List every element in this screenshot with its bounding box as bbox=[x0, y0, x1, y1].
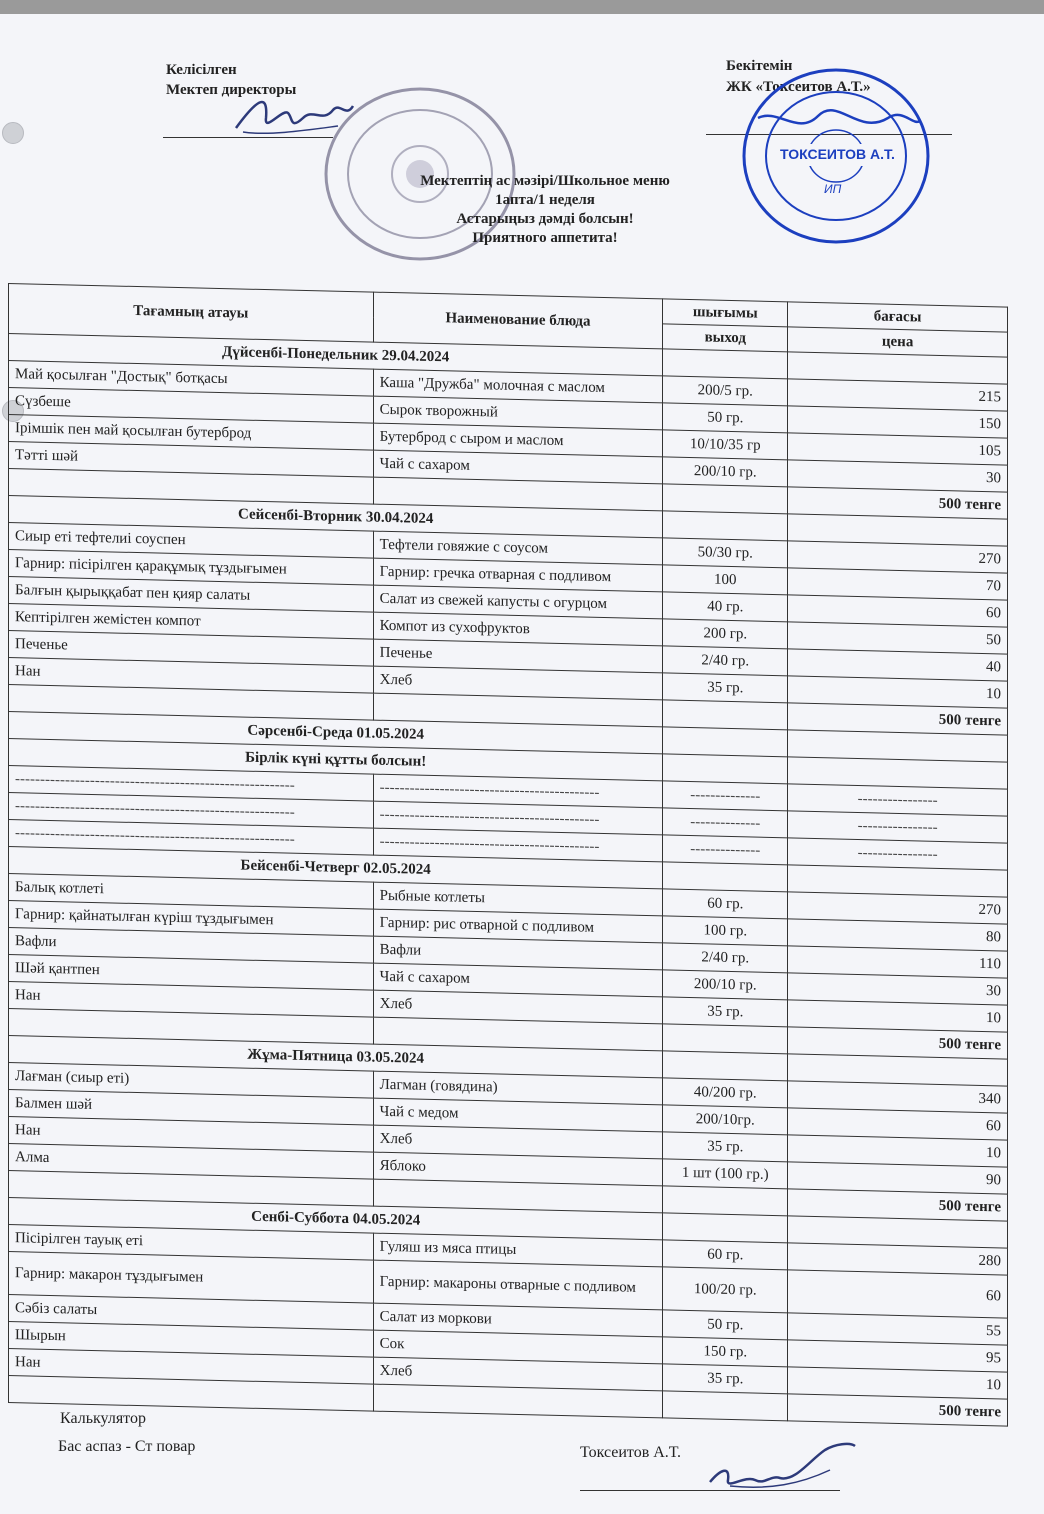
dish-name-kk: Пісірілген тауық еті bbox=[9, 1225, 374, 1261]
dish-name-kk: Гарнир: пісірілген қарақұмық тұздығымен bbox=[9, 550, 374, 586]
dish-output: 35 гр. bbox=[663, 1132, 788, 1162]
dish-output: 2/40 гр. bbox=[663, 646, 788, 676]
ip-name-label: ЖК «Токсеитов А.Т.» bbox=[726, 79, 871, 95]
dash-cell-output: -------------- bbox=[663, 781, 788, 811]
dish-name-ru: Салат из моркови bbox=[373, 1303, 663, 1337]
dish-name-kk: Нан bbox=[9, 982, 374, 1018]
col-header-price-ru: цена bbox=[788, 327, 1008, 357]
dish-name-ru: Хлеб bbox=[373, 1125, 663, 1159]
day-title: Сейсенбі-Вторник 30.04.2024 bbox=[9, 496, 663, 538]
footer-signature bbox=[700, 1440, 860, 1500]
dish-price: 105 bbox=[788, 433, 1008, 465]
dish-name-kk: Вафли bbox=[9, 928, 374, 964]
dish-name-kk: Балғын қырыққабат пен қияр салаты bbox=[9, 577, 374, 613]
dish-price: 280 bbox=[788, 1243, 1008, 1275]
holiday-greeting: Бірлік күні құтты болсын! bbox=[9, 739, 663, 781]
dish-output: 2/40 гр. bbox=[663, 943, 788, 973]
menu-title: Мектептің ас мәзірі/Школьное меню bbox=[420, 173, 670, 189]
dish-name-kk: Сүзбеше bbox=[9, 388, 374, 424]
stamp-ip-text: ИП bbox=[824, 182, 842, 196]
day-title: Сенбі-Суббота 04.05.2024 bbox=[9, 1198, 663, 1240]
week-label: 1апта/1 неделя bbox=[495, 192, 595, 208]
day-output-empty bbox=[663, 1051, 788, 1081]
total-empty-output bbox=[663, 1391, 788, 1421]
dish-output: 100 гр. bbox=[663, 916, 788, 946]
dish-output: 40/200 гр. bbox=[663, 1078, 788, 1108]
top-shadow bbox=[0, 0, 1044, 14]
dish-name-ru: Яблоко bbox=[373, 1152, 663, 1186]
punch-hole bbox=[2, 122, 24, 144]
dish-output: 200/10 гр. bbox=[663, 970, 788, 1000]
dish-price: 90 bbox=[788, 1162, 1008, 1194]
dish-price: 30 bbox=[788, 973, 1008, 1005]
stamp-name-text: ТОКСЕИТОВ А.Т. bbox=[780, 146, 895, 162]
dish-name-ru: Салат из свежей капусты с огурцом bbox=[373, 585, 663, 619]
day-total: 500 тенге bbox=[788, 703, 1008, 735]
dish-price: 40 bbox=[788, 649, 1008, 681]
day-output-empty bbox=[663, 1213, 788, 1243]
dish-name-kk: Нан bbox=[9, 1349, 374, 1385]
dish-name-kk: Балық котлеті bbox=[9, 874, 374, 910]
dish-name-kk: Лағман (сиыр еті) bbox=[9, 1063, 374, 1099]
day-total: 500 тенге bbox=[788, 487, 1008, 519]
footer-chef: Бас аспаз - Ст повар bbox=[58, 1438, 196, 1455]
approve-label: Бекітемін bbox=[726, 58, 793, 74]
dish-name-kk: Сиыр еті тефтелиі соуспен bbox=[9, 523, 374, 559]
dish-output: 60 гр. bbox=[663, 889, 788, 919]
dish-output: 100/20 гр. bbox=[663, 1267, 788, 1313]
dash-cell-kk: -------------------------------------------------------- bbox=[9, 793, 374, 829]
dish-output: 10/10/35 гр bbox=[663, 430, 788, 460]
agreed-label: Келісілген bbox=[166, 62, 237, 78]
dish-name-ru: Лагман (говядина) bbox=[373, 1071, 663, 1105]
dish-price: 10 bbox=[788, 1367, 1008, 1399]
director-label: Мектеп директоры bbox=[166, 82, 297, 98]
day-title: Бейсенбі-Четверг 02.05.2024 bbox=[9, 847, 663, 889]
dish-output: 200/5 гр. bbox=[663, 376, 788, 406]
dish-output: 100 bbox=[663, 565, 788, 595]
dish-name-kk: Печенье bbox=[9, 631, 374, 667]
dish-name-ru: Компот из сухофруктов bbox=[373, 612, 663, 646]
dish-output: 40 гр. bbox=[663, 592, 788, 622]
dish-price: 55 bbox=[788, 1313, 1008, 1345]
dash-cell-price: ---------------- bbox=[788, 838, 1008, 870]
dish-name-ru: Бутерброд с сыром и маслом bbox=[373, 423, 663, 457]
dish-price: 60 bbox=[788, 595, 1008, 627]
dish-name-ru: Чай с медом bbox=[373, 1098, 663, 1132]
dish-output: 50 гр. bbox=[663, 403, 788, 433]
dish-price: 270 bbox=[788, 892, 1008, 924]
dish-output: 1 шт (100 гр.) bbox=[663, 1159, 788, 1189]
dish-name-kk: Гарнир: макарон тұздығымен bbox=[9, 1252, 374, 1304]
dash-cell-output: -------------- bbox=[663, 808, 788, 838]
dish-name-ru: Гарнир: гречка отварная с подливом bbox=[373, 558, 663, 592]
dish-price: 215 bbox=[788, 379, 1008, 411]
dish-name-kk: Нан bbox=[9, 658, 374, 694]
col-header-output-kk: шығымы bbox=[663, 299, 788, 327]
dish-name-kk: Кептірілген жемістен компот bbox=[9, 604, 374, 640]
footer-signer: Токсеитов А.Т. bbox=[580, 1444, 681, 1461]
dish-price: 10 bbox=[788, 676, 1008, 708]
col-header-kk: Тағамның атауы bbox=[9, 284, 374, 343]
dish-price: 80 bbox=[788, 919, 1008, 951]
dish-name-kk: Алма bbox=[9, 1144, 374, 1180]
document-header bbox=[300, 172, 790, 248]
dish-name-kk: Шәй қантпен bbox=[9, 955, 374, 991]
dish-price: 110 bbox=[788, 946, 1008, 978]
dish-name-kk: Май қосылған "Достық" ботқасы bbox=[9, 361, 374, 397]
col-header-ru: Наименование блюда bbox=[373, 292, 663, 349]
dish-name-ru: Гарнир: рис отварной с подливом bbox=[373, 909, 663, 943]
dish-output: 200/10 гр. bbox=[663, 457, 788, 487]
dash-cell-ru: -------------------------------------------- bbox=[373, 801, 663, 835]
day-total: 500 тенге bbox=[788, 1189, 1008, 1221]
dish-price: 150 bbox=[788, 406, 1008, 438]
dish-output: 60 гр. bbox=[663, 1240, 788, 1270]
dish-output: 200 гр. bbox=[663, 619, 788, 649]
menu-body bbox=[9, 334, 1008, 1427]
dish-price: 270 bbox=[788, 541, 1008, 573]
dish-name-ru: Гарнир: макароны отварные с подливом bbox=[373, 1260, 663, 1310]
dish-name-ru: Каша "Дружба" молочная с маслом bbox=[373, 369, 663, 403]
dish-output: 50/30 гр. bbox=[663, 538, 788, 568]
dash-cell-kk: -------------------------------------------------------- bbox=[9, 766, 374, 802]
dish-output: 150 гр. bbox=[663, 1337, 788, 1367]
dish-name-ru: Хлеб bbox=[373, 990, 663, 1024]
dish-name-ru: Хлеб bbox=[373, 1357, 663, 1391]
dash-cell-output: -------------- bbox=[663, 835, 788, 865]
dish-name-ru: Печенье bbox=[373, 639, 663, 673]
dish-name-ru: Чай с сахаром bbox=[373, 450, 663, 484]
dish-output: 35 гр. bbox=[663, 997, 788, 1027]
greeting-kk: Астарыңыз дәмді болсын! bbox=[456, 211, 634, 227]
total-empty-ru bbox=[373, 1384, 663, 1418]
dish-name-ru: Вафли bbox=[373, 936, 663, 970]
dish-price: 70 bbox=[788, 568, 1008, 600]
col-header-output-ru: выход bbox=[663, 324, 788, 352]
day-total: 500 тенге bbox=[788, 1394, 1008, 1426]
dish-price: 30 bbox=[788, 460, 1008, 492]
dish-price: 60 bbox=[788, 1108, 1008, 1140]
total-empty-output bbox=[663, 484, 788, 514]
dish-name-ru: Чай с сахаром bbox=[373, 963, 663, 997]
holiday-output-empty bbox=[663, 754, 788, 784]
dish-name-ru: Хлеб bbox=[373, 666, 663, 700]
dish-output: 35 гр. bbox=[663, 673, 788, 703]
day-output-empty bbox=[663, 349, 788, 379]
dish-name-kk: Сәбіз салаты bbox=[9, 1295, 374, 1331]
footer-calculator: Калькулятор bbox=[60, 1410, 146, 1427]
day-output-empty bbox=[663, 727, 788, 757]
dash-cell-ru: -------------------------------------------- bbox=[373, 828, 663, 862]
dish-name-ru: Гуляш из мяса птицы bbox=[373, 1233, 663, 1267]
menu-table bbox=[8, 283, 1008, 1427]
menu-table-wrapper bbox=[8, 283, 1008, 1427]
dish-price: 340 bbox=[788, 1081, 1008, 1113]
day-output-empty bbox=[663, 511, 788, 541]
total-empty-output bbox=[663, 700, 788, 730]
dish-name-kk: Гарнир: қайнатылған күріш тұздығымен bbox=[9, 901, 374, 937]
total-empty-output bbox=[663, 1024, 788, 1054]
total-empty-output bbox=[663, 1186, 788, 1216]
dish-name-ru: Сырок творожный bbox=[373, 396, 663, 430]
dish-name-kk: Ірімшік пен май қосылған бутерброд bbox=[9, 415, 374, 451]
dish-price: 10 bbox=[788, 1135, 1008, 1167]
dash-cell-price: ---------------- bbox=[788, 811, 1008, 843]
day-output-empty bbox=[663, 862, 788, 892]
dish-name-kk: Шырын bbox=[9, 1322, 374, 1358]
dish-output: 35 гр. bbox=[663, 1364, 788, 1394]
day-total: 500 тенге bbox=[788, 1027, 1008, 1059]
dish-output: 50 гр. bbox=[663, 1310, 788, 1340]
day-title: Жұма-Пятница 03.05.2024 bbox=[9, 1036, 663, 1078]
day-title: Сәрсенбі-Среда 01.05.2024 bbox=[9, 712, 663, 754]
dish-name-ru: Тефтели говяжие с соусом bbox=[373, 531, 663, 565]
dish-name-ru: Сок bbox=[373, 1330, 663, 1364]
dish-name-kk: Балмен шәй bbox=[9, 1090, 374, 1126]
dish-name-ru: Рыбные котлеты bbox=[373, 882, 663, 916]
day-title: Дүйсенбі-Понедельник 29.04.2024 bbox=[9, 334, 663, 376]
dish-name-kk: Тәтті шәй bbox=[9, 442, 374, 478]
dash-cell-ru: -------------------------------------------- bbox=[373, 774, 663, 808]
dash-cell-kk: -------------------------------------------------------- bbox=[9, 820, 374, 856]
dish-price: 10 bbox=[788, 1000, 1008, 1032]
dish-price: 50 bbox=[788, 622, 1008, 654]
dish-price: 95 bbox=[788, 1340, 1008, 1372]
dish-output: 200/10гр. bbox=[663, 1105, 788, 1135]
dash-cell-price: ---------------- bbox=[788, 784, 1008, 816]
col-header-price-kk: бағасы bbox=[788, 302, 1008, 332]
dish-price: 60 bbox=[788, 1270, 1008, 1318]
dish-name-kk: Нан bbox=[9, 1117, 374, 1153]
greeting-ru: Приятного аппетита! bbox=[472, 230, 618, 246]
